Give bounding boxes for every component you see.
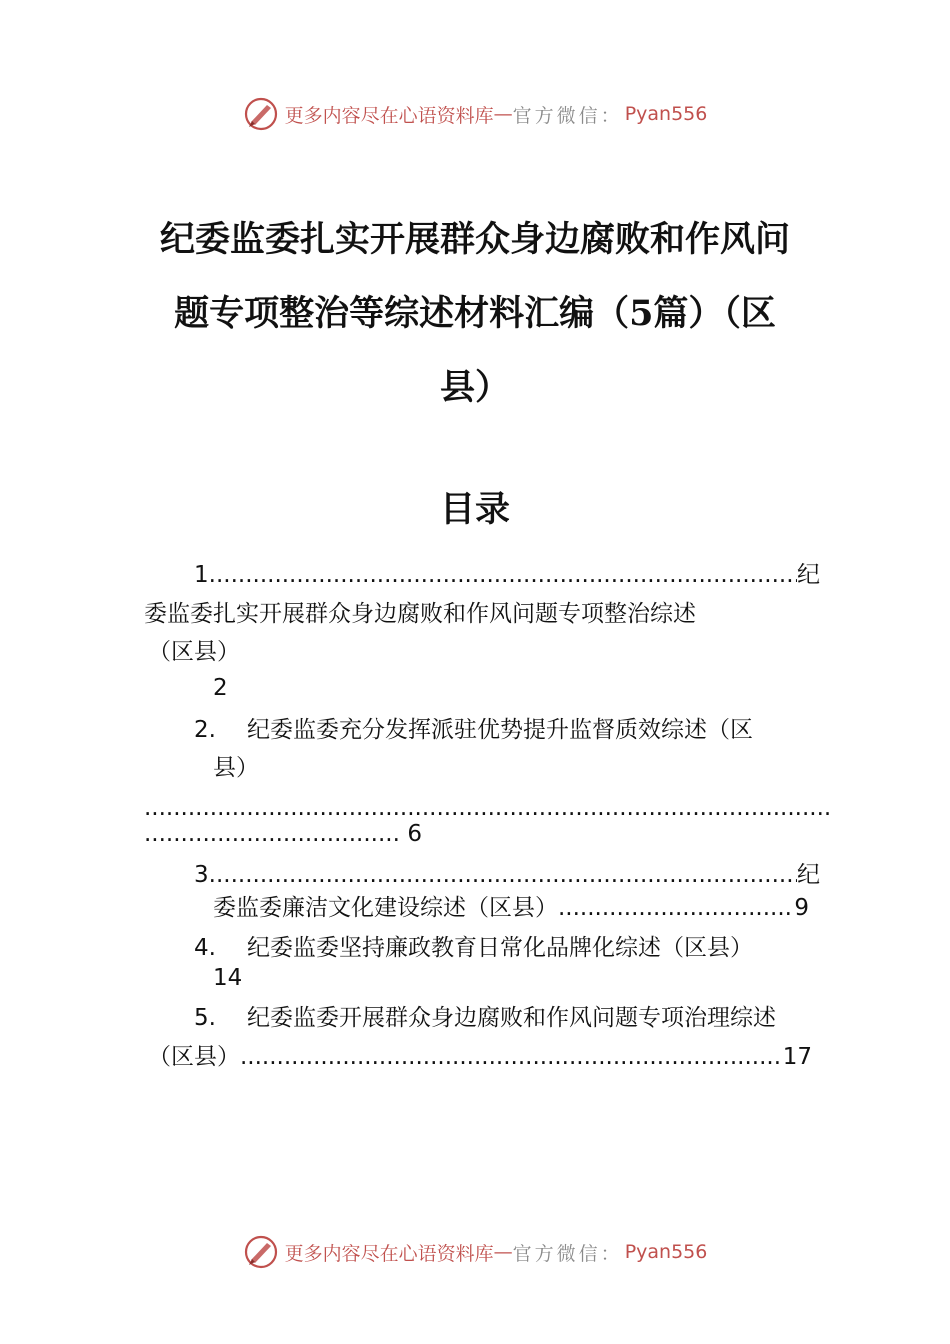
pen-logo-icon: [243, 96, 279, 132]
watermark-header: [0, 94, 950, 134]
toc-item-5-text: （区县）: [148, 1044, 240, 1070]
watermark-footer: [0, 1232, 950, 1272]
toc-item-2-page: 6: [407, 821, 422, 847]
toc-item-2-line-1[interactable]: 纪委监委充分发挥派驻优势提升监督质效综述（区: [247, 717, 753, 743]
toc-heading: 目录: [439, 489, 510, 530]
toc-item-5-number[interactable]: 5.: [194, 1005, 216, 1031]
toc-item-1-line-1[interactable]: [194, 557, 820, 593]
toc-item-4-line-1[interactable]: 纪委监委坚持廉政教育日常化品牌化综述（区县）: [247, 935, 753, 961]
toc-item-2-page-line[interactable]: [144, 816, 422, 852]
document-title: [120, 203, 830, 425]
pen-logo-icon: [243, 1234, 279, 1270]
toc-item-5-line-2[interactable]: [148, 1039, 812, 1075]
toc-item-4-number[interactable]: 4.: [194, 935, 216, 961]
toc-item-5-page: 17: [782, 1044, 812, 1070]
toc-item-3-leader-dots-2: [558, 890, 794, 926]
toc-item-5-line-1[interactable]: 纪委监委开展群众身边腐败和作风问题专项治理综述: [247, 1005, 776, 1031]
watermark-text: 更多内容尽在心语资料库: [284, 104, 494, 127]
toc-item-1-line-3[interactable]: （区县）: [148, 639, 240, 665]
toc-item-5-leader-dots: [240, 1039, 783, 1075]
watermark-wechat-label: 官方微信：: [512, 1242, 623, 1265]
watermark-text: 更多内容尽在心语资料库: [284, 1242, 494, 1265]
toc-item-3-leader-dots: [209, 857, 797, 893]
toc-item-3-text: 委监委廉洁文化建设综述（区县）: [213, 895, 558, 921]
title-line-3: 县）: [439, 367, 510, 408]
toc-item-1-line-2[interactable]: 委监委扎实开展群众身边腐败和作风问题专项整治综述: [144, 601, 696, 627]
toc-item-1-first-char: 纪: [797, 562, 820, 588]
toc-item-4-page[interactable]: 14: [213, 965, 243, 991]
watermark-separator: —: [493, 103, 513, 125]
title-line-2: 题专项整治等综述材料汇编（5篇）（区: [174, 293, 776, 334]
watermark-wechat-id: Pyan556: [624, 103, 708, 125]
watermark-separator: —: [493, 1241, 513, 1263]
title-line-1: 纪委监委扎实开展群众身边腐败和作风问: [159, 219, 790, 260]
watermark-wechat-id: Pyan556: [624, 1241, 708, 1263]
toc-item-3-first-char: 纪: [797, 862, 820, 888]
toc-item-2-line-2[interactable]: 县）: [213, 755, 259, 781]
toc-item-3-number: 3: [194, 862, 209, 888]
toc-item-1-number: 1: [194, 562, 209, 588]
toc-item-3-line-2[interactable]: [213, 890, 809, 926]
toc-item-1-leader-dots: [209, 557, 797, 593]
toc-item-3-page: 9: [794, 895, 809, 921]
toc-item-1-page[interactable]: 2: [213, 675, 228, 701]
toc-item-2-number[interactable]: 2.: [194, 717, 216, 743]
watermark-wechat-label: 官方微信：: [512, 104, 623, 127]
toc-item-3-line-1[interactable]: [194, 857, 820, 893]
toc-item-2-leader-dots-2: [144, 816, 399, 852]
